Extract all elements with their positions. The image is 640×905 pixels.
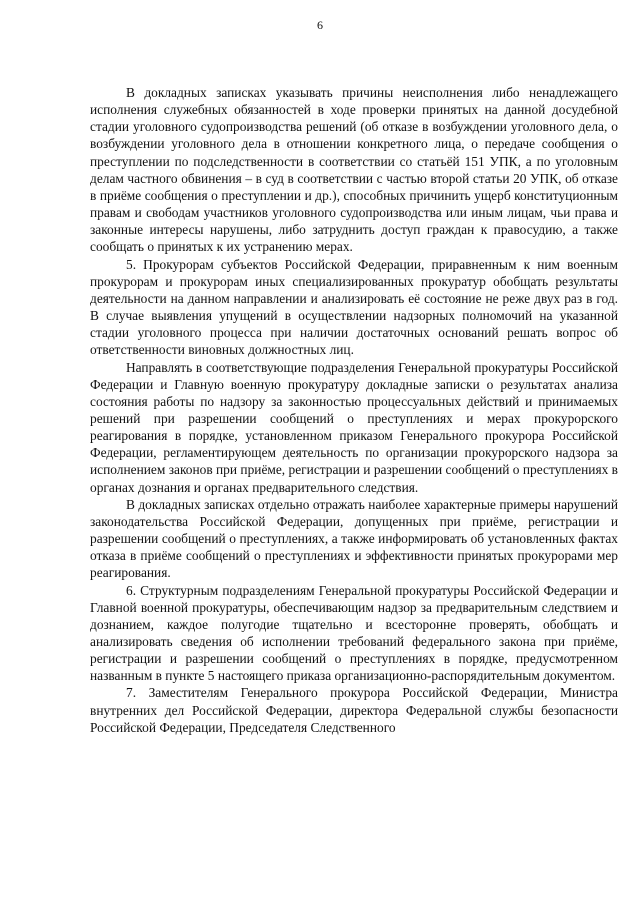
document-body (90, 84, 618, 736)
paragraph-item-5: 5. Прокурорам субъектов Российской Федерации, приравненным к ним военным прокурорам и прокурорам иных специализированных прокуратур обобщать результаты деятельности на данном направлении и анализировать её состояние не реже двух раз в год. В случае выявления упущений в осуществлении надзорных полномочий на указанной стадии уголовного процесса при наличии достаточных оснований решать вопрос об ответственности виновных должностных лиц. (90, 256, 618, 358)
paragraph-reports-reasons: В докладных записках указывать причины неисполнения либо ненадлежащего исполнения служебных обязанностей в ходе проверки принятых на данной досудебной стадии уголовного судопроизводства решений (об отказе в возбуждении уголовного дела, о возбуждении уголовного дела в отношении конкретного лица, о передаче сообщения о преступлении по подследственности в соответствии со статьёй 151 УПК, а по уголовным делам частного обвинения – в суд в соответствии с частью второй статьи 20 УПК, об отказе в приёме сообщения о преступлении и др.), способных причинить ущерб конституционным правам и свободам участников уголовного судопроизводства или иным лицам, чьи права и законные интересы нарушены, либо затруднить доступ граждан к правосудию, а также сообщать о принятых к их устранению мерах. (90, 85, 618, 255)
paragraph-item-6: 6. Структурным подразделениям Генеральной прокуратуры Российской Федерации и Главной военной прокуратуры, обеспечивающим надзор за предварительным следствием и дознанием, каждое полугодие тщательно и всесторонне проверять, обобщать и анализировать сведения об исполнении требований федерального закона при приёме, регистрации и разрешении сообщений о преступлениях в порядке, предусмотренном названным в пункте 5 настоящего приказа организационно-распорядительным документом. (90, 582, 618, 684)
paragraph-reports-examples: В докладных записках отдельно отражать наиболее характерные примеры нарушений законодательства Российской Федерации, допущенных при приёме, регистрации и разрешении сообщений о преступлениях, а также информировать об установленных фактах отказа в приёме сообщений о преступлениях и эффективности принятых прокурорами мер реагирования. (90, 496, 618, 581)
page-number: 6 (317, 18, 323, 32)
paragraph-item-7: 7. Заместителям Генерального прокурора Российской Федерации, Министра внутренних дел Российской Федерации, директора Федеральной службы безопасности Российской Федерации, Председателя Следственного (90, 685, 618, 735)
paragraph-send-reports: Направлять в соответствующие подразделения Генеральной прокуратуры Российской Федерации и Главную военную прокуратуру докладные записки о результатах анализа состояния работы по надзору за законностью процессуальных действий и принимаемых решений при разрешении сообщений о преступлениях и мерах прокурорского реагирования в порядке, установленном приказом Генерального прокурора Российской Федерации, регламентирующем деятельность по организации прокурорского надзора за исполнением законов при приёме, регистрации и разрешении сообщений о преступлениях в органах дознания и органах предварительного следствия. (90, 359, 618, 495)
